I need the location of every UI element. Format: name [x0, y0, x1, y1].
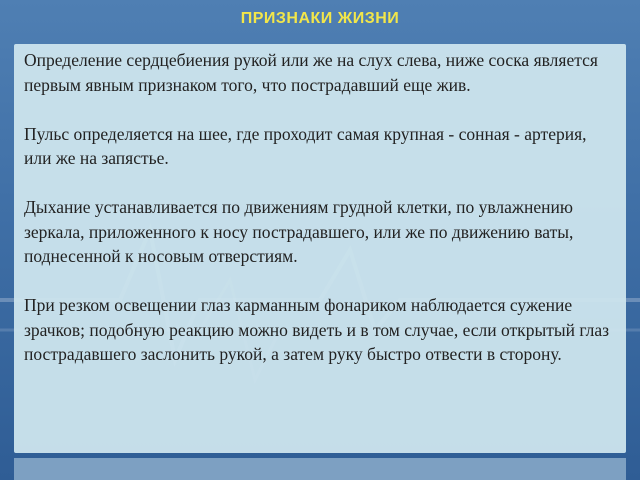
slide-title: ПРИЗНАКИ ЖИЗНИ	[240, 10, 400, 27]
paragraph-breathing: Дыхание устанавливается по движениям грудной клетки, по увлажнению зеркала, приложенного к носу пострадавшего, или же по движению ваты, поднесенной к носовым отверстиям.	[24, 197, 574, 266]
slide-body	[24, 48, 614, 367]
paragraph-pupils: При резком освещении глаз карманным фонариком наблюдается сужение зрачков; подобную реакцию можно видеть и в том случае, если открытый глаз пострадавшего заслонить рукой, а затем руку быстро отвести в сторону.	[24, 295, 610, 364]
footer-bar	[14, 458, 626, 480]
paragraph-heartbeat: Определение сердцебиения рукой или же на слух слева, ниже соска является первым явным признаком того, что пострадавший еще жив.	[24, 50, 598, 95]
paragraph-pulse: Пульс определяется на шее, где проходит самая крупная - сонная - артерия, или же на запястье.	[24, 123, 587, 168]
